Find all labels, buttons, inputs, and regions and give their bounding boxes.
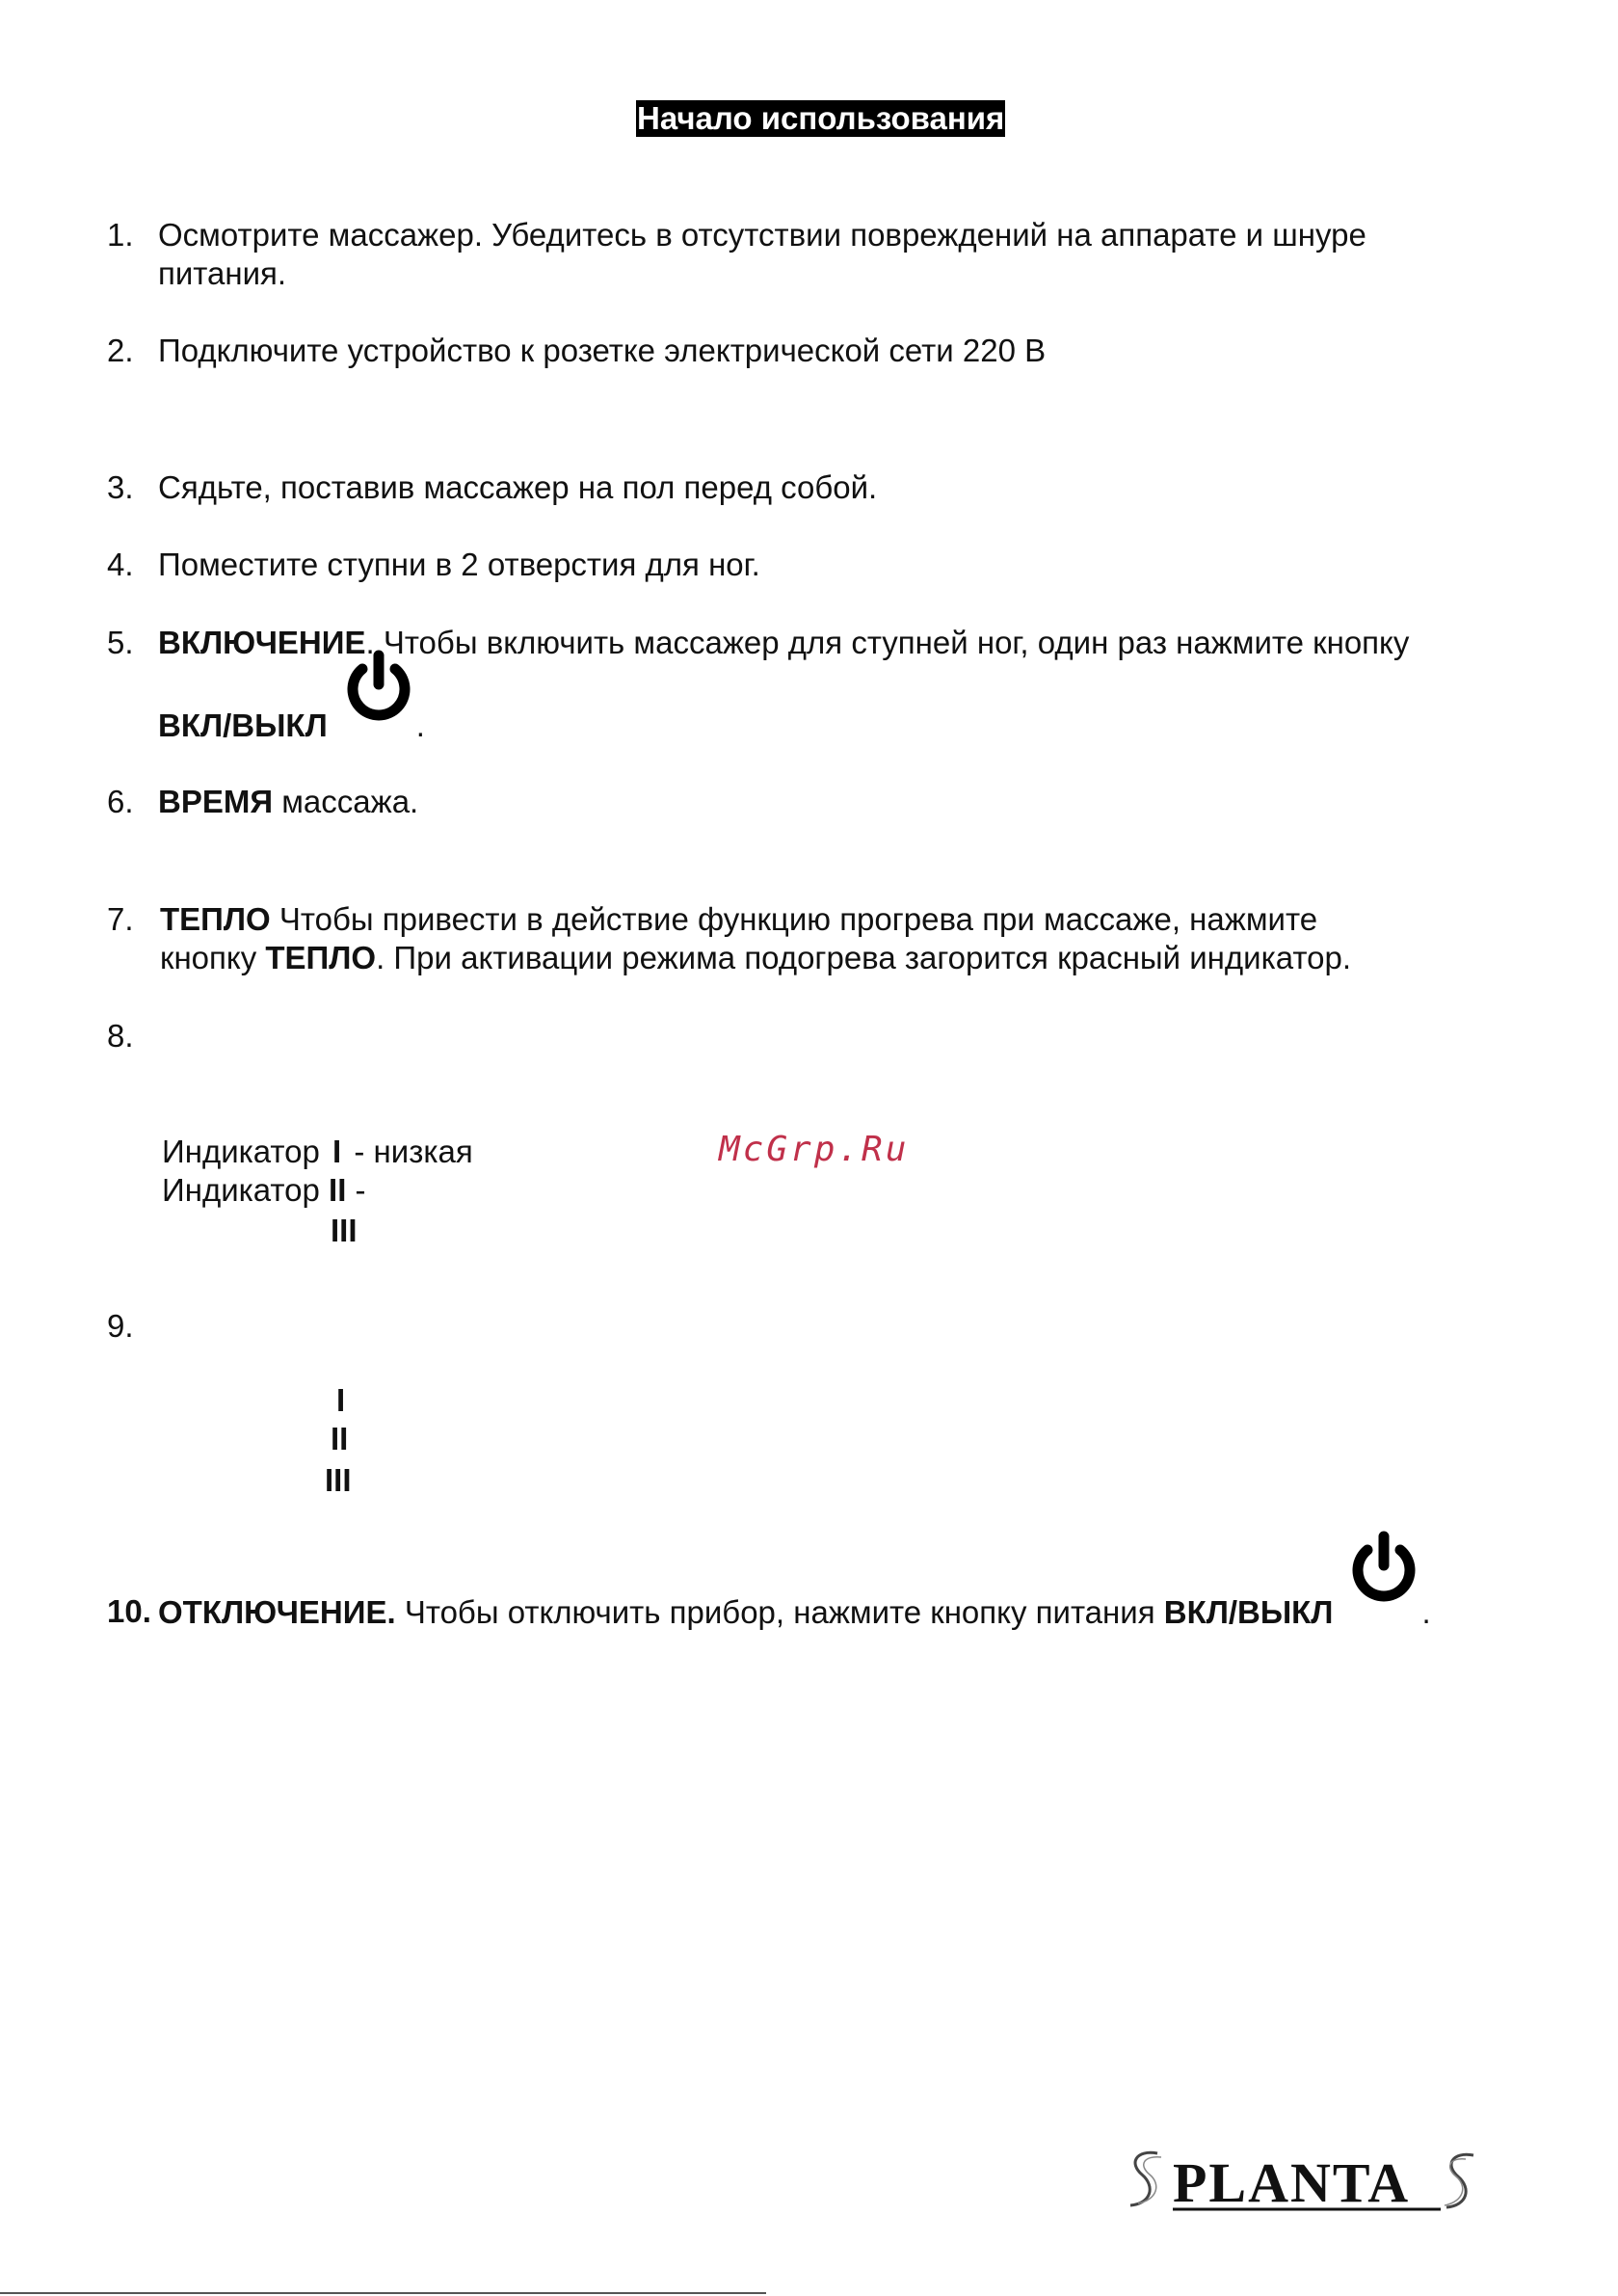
item-3-text: Сядьте, поставив массажер на пол перед собой. (158, 469, 878, 505)
item-7-line2 (160, 939, 1351, 977)
item-3-number: 3. (107, 469, 134, 505)
item-10-text: Чтобы отключить прибор, нажмите кнопку питания (395, 1594, 1164, 1630)
item-1-text-cont: питания. (158, 255, 287, 291)
item-10-number: 10. (107, 1593, 151, 1629)
item-9-roman-1: I (336, 1382, 346, 1418)
item-7-bold: ТЕПЛО (160, 901, 271, 937)
planta-logo (1123, 2142, 1479, 2224)
indicator-3-roman: III (331, 1213, 358, 1248)
item-5-line2 (158, 660, 425, 745)
item-10-line (158, 1528, 1431, 1632)
item-10-bold2: ВКЛ/ВЫКЛ (1163, 1594, 1334, 1630)
item-7-bold2: ТЕПЛО (265, 940, 377, 975)
item-7-text2b: . При активации режима подогрева загорится красный индикатор. (376, 940, 1352, 975)
item-4-text: Поместите ступни в 2 отверстия для ног. (158, 547, 760, 582)
logo-text: PLANTA (1173, 2151, 1411, 2214)
power-icon (341, 650, 416, 737)
item-5-number: 5. (107, 625, 134, 660)
indicator-2-roman: II (329, 1172, 347, 1208)
item-5-bold2: ВКЛ/ВЫКЛ (158, 707, 328, 743)
item-4-number: 4. (107, 547, 134, 582)
indicator-1 (162, 1133, 473, 1171)
item-7-number: 7. (107, 901, 134, 937)
item-7-text: Чтобы привести в действие функцию прогрева при массаже, нажмите (270, 901, 1318, 937)
indicator-1-label: Индикатор (162, 1134, 330, 1169)
item-6-line (158, 783, 418, 821)
indicator-1-roman: I (332, 1134, 342, 1169)
indicator-2-rest: - (346, 1172, 366, 1208)
item-6-bold: ВРЕМЯ (158, 784, 274, 819)
indicator-2-label: Индикатор (162, 1172, 330, 1208)
item-9-roman-3: III (325, 1462, 352, 1498)
power-icon (1346, 1531, 1421, 1618)
item-10-end: . (1421, 1594, 1431, 1630)
item-7-text2a: кнопку (160, 940, 266, 975)
item-2-text: Подключите устройство к розетке электрической сети 220 В (158, 333, 1047, 368)
item-5-bold: ВКЛЮЧЕНИЕ (158, 625, 366, 660)
item-8-number: 8. (107, 1018, 134, 1054)
watermark: McGrp.Ru (719, 1130, 910, 1169)
item-7-line (160, 900, 1317, 939)
item-2-number: 2. (107, 333, 134, 368)
indicator-2 (162, 1171, 366, 1210)
item-5-text: . Чтобы включить массажер для ступней ног, один раз нажмите кнопку (365, 625, 1410, 660)
item-6-text: массажа. (273, 784, 419, 819)
item-10-bold: ОТКЛЮЧЕНИЕ. (158, 1594, 396, 1630)
page-title: Начало использования (637, 100, 1005, 136)
item-9-number: 9. (107, 1308, 134, 1344)
page-bottom-rule (0, 2292, 766, 2294)
item-1-text: Осмотрите массажер. Убедитесь в отсутствии повреждений на аппарате и шнуре (158, 217, 1366, 253)
item-9-roman-2: II (331, 1421, 349, 1456)
item-6-number: 6. (107, 784, 134, 819)
item-5-end: . (415, 707, 425, 743)
item-1-number: 1. (107, 217, 134, 253)
indicator-1-rest: - низкая (345, 1134, 473, 1169)
